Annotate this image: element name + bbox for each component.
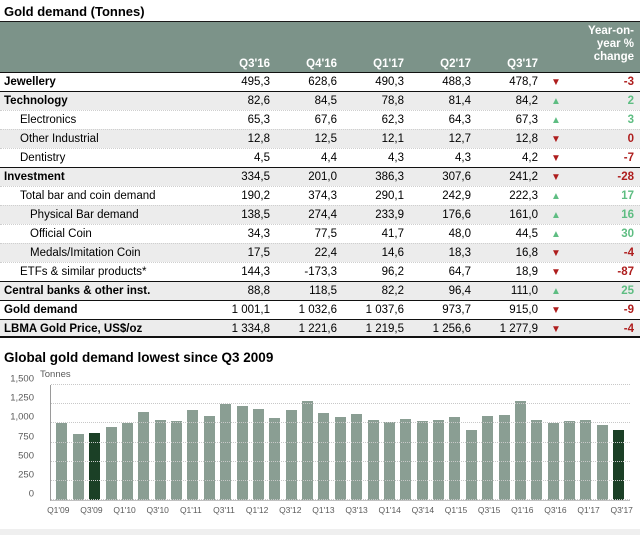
chart-bar [335,417,346,500]
cell-value: 4,3 [455,152,471,164]
chart-bar [515,401,526,500]
cell-value: 1 037,6 [365,304,404,316]
y-axis-unit-label: Tonnes [40,369,71,380]
trend-cell [538,282,568,300]
chart-bar [204,416,215,500]
table-row [0,224,640,243]
chart-bar [286,410,297,500]
table-row [0,281,640,300]
cell-value: 16,8 [515,247,538,259]
gridline [51,442,630,443]
trend-down-icon: ▼ [551,77,561,88]
chart-bar [351,414,362,500]
trend-cell [538,320,568,336]
change-header-line: Year-on- [587,25,634,37]
cell-value: 12,7 [448,133,471,145]
cell-value: 4,5 [254,152,270,164]
x-axis-tick-label: Q3'11 [213,505,235,515]
cell-value: 488,3 [442,76,471,88]
x-axis-tick-label: Q1'11 [179,505,202,515]
trend-cell [538,73,568,91]
trend-up-icon: ▲ [551,96,561,107]
cell-value: 41,7 [381,228,404,240]
x-axis-tick-label: Q3'16 [544,505,567,515]
cell-value: 495,3 [241,76,270,88]
gridline [51,480,630,481]
table-row [0,205,640,224]
row-label: Dentistry [20,152,66,164]
cell-value: 386,3 [375,171,404,183]
trend-up-icon: ▲ [551,115,561,126]
cell-value: 64,7 [448,266,471,278]
bottom-band [0,529,640,535]
label-column-header [0,58,203,70]
cell-value: 241,2 [509,171,538,183]
chart-bar [449,417,460,500]
gridline [51,422,630,423]
gridline [51,384,630,385]
chart-bar [269,418,280,500]
cell-value: 34,3 [247,228,270,240]
trend-cell [538,187,568,205]
gold-demand-table [0,72,640,338]
table-row [0,129,640,148]
column-header-q217: Q2'17 [440,58,471,70]
cell-value: 138,5 [241,209,270,221]
trend-column-header [538,58,568,70]
table-row [0,319,640,338]
trend-cell [538,244,568,262]
cell-value: 1 256,6 [432,323,471,335]
y-axis-tick-label: 1,000 [10,411,34,423]
row-label: LBMA Gold Price, US$/oz [4,323,143,335]
page-title: Gold demand (Tonnes) [0,0,640,22]
cell-value: 84,5 [314,95,337,107]
x-axis-tick-label: Q1'10 [113,505,136,515]
cell-value: 4,2 [522,152,538,164]
cell-value: 88,8 [247,285,270,297]
chart-bar [220,404,231,500]
change-value: 25 [621,285,634,297]
cell-value: 44,5 [515,228,538,240]
cell-value: 67,6 [314,114,337,126]
chart-bar [597,425,608,500]
cell-value: 222,3 [509,190,538,202]
trend-cell [538,130,568,148]
cell-value: 18,3 [448,247,471,259]
y-axis-tick-label: 250 [18,469,34,481]
row-label: Gold demand [4,304,78,316]
change-value: 3 [627,114,634,126]
trend-cell [538,301,568,319]
chart-bar [482,416,493,500]
x-axis-tick-label: Q3'13 [345,505,368,515]
chart-bar [613,430,624,500]
x-axis-tick-label: Q3'10 [146,505,169,515]
x-axis-tick-label: Q3'14 [411,505,435,515]
column-header-q416: Q4'16 [306,58,337,70]
cell-value: 12,5 [314,133,337,145]
cell-value: 14,6 [381,247,404,259]
table-row [0,300,640,319]
x-axis-tick-label: Q1'17 [577,505,600,515]
row-label: Electronics [20,114,77,126]
cell-value: 62,3 [381,114,404,126]
cell-value: 1 334,8 [231,323,270,335]
trend-down-icon: ▼ [551,324,561,335]
cell-value: 84,2 [515,95,538,107]
table-row [0,262,640,281]
trend-cell [538,111,568,129]
trend-down-icon: ▼ [551,305,561,316]
chart-bar [122,423,133,500]
quarter-column-headers [0,58,640,70]
cell-value: 1 219,5 [365,323,404,335]
cell-value: 96,4 [448,285,471,297]
cell-value: 67,3 [515,114,538,126]
change-value: 17 [621,190,634,202]
change-column-header-spacer [568,58,640,70]
chart-bar [400,419,411,500]
y-axis-tick-label: 750 [18,431,34,442]
x-axis-tick-label: Q3'12 [279,505,302,515]
column-header-q316: Q3'16 [239,58,270,70]
x-axis-tick-label: Q1'13 [312,505,335,515]
y-axis-tick-label: 500 [18,450,34,462]
row-label: Other Industrial [20,133,99,145]
row-label: Central banks & other inst. [4,285,151,297]
cell-value: 274,4 [308,209,337,221]
cell-value: 82,6 [247,95,270,107]
trend-cell [538,92,568,110]
chart-bar [89,433,100,500]
row-label: Official Coin [30,228,92,240]
cell-value: 144,3 [241,266,270,278]
row-label: Investment [4,171,65,183]
chart-bar [187,410,198,500]
gridline [51,403,630,404]
cell-value: 111,0 [510,285,538,297]
row-label: Technology [4,95,68,107]
chart-bar [302,401,313,500]
change-value: -87 [617,266,634,278]
chart-bar [237,406,248,500]
change-value: 0 [627,133,634,145]
chart-title: Global gold demand lowest since Q3 2009 [4,350,274,365]
trend-up-icon: ▲ [551,229,561,240]
trend-up-icon: ▲ [551,210,561,221]
change-value: 30 [621,228,634,240]
x-axis-tick-label: Q1'09 [47,505,70,515]
cell-value: 81,4 [448,95,471,107]
x-axis-tick-label: Q3'15 [477,505,501,515]
cell-value: 1 277,9 [499,323,538,335]
trend-down-icon: ▼ [551,267,561,278]
table-row [0,167,640,186]
cell-value: 1 221,6 [298,323,337,335]
cell-value: 628,6 [308,76,337,88]
cell-value: 4,4 [321,152,337,164]
chart-bar [106,427,117,500]
table-row [0,110,640,129]
gridline [51,461,630,462]
x-axis-tick-label: Q3'17 [610,505,633,515]
table-row [0,243,640,262]
trend-down-icon: ▼ [551,153,561,164]
table-header [0,22,640,72]
chart-bar [318,413,329,500]
cell-value: 64,3 [448,114,471,126]
change-value: -4 [623,323,634,335]
row-label: Total bar and coin demand [20,190,156,202]
column-header-q117: Q1'17 [373,58,404,70]
cell-value: 17,5 [247,247,270,259]
trend-down-icon: ▼ [551,172,561,183]
trend-down-icon: ▼ [551,248,561,259]
cell-value: 12,8 [247,133,270,145]
cell-value: 118,5 [309,285,337,297]
change-value: -3 [623,76,634,88]
cell-value: -173,3 [304,266,337,278]
gridline [51,499,630,500]
gold-demand-chart [0,369,640,531]
cell-value: 176,6 [442,209,471,221]
table-row [0,72,640,91]
cell-value: 233,9 [375,209,404,221]
cell-value: 190,2 [241,190,270,202]
cell-value: 82,2 [381,285,404,297]
trend-cell [538,263,568,281]
cell-value: 334,5 [241,171,270,183]
y-axis-tick-label: 0 [28,488,34,500]
trend-cell [538,149,568,167]
x-axis-tick-label: Q1'16 [511,505,534,515]
trend-up-icon: ▲ [551,286,561,297]
table-row [0,91,640,110]
trend-down-icon: ▼ [551,134,561,145]
row-label: Physical Bar demand [30,209,139,221]
trend-up-icon: ▲ [551,191,561,202]
cell-value: 77,5 [314,228,337,240]
y-axis-tick-label: 1,500 [10,373,34,385]
chart-bar [499,415,510,500]
x-axis-tick-label: Q1'14 [378,505,401,515]
change-header-line: year % [596,38,634,50]
cell-value: 18,9 [515,266,538,278]
cell-value: 96,2 [381,266,404,278]
cell-value: 1 032,6 [298,304,337,316]
change-value: -4 [623,247,634,259]
cell-value: 478,7 [509,76,538,88]
cell-value: 973,7 [442,304,471,316]
cell-value: 915,0 [509,304,538,316]
change-header-line: change [593,51,634,63]
cell-value: 48,0 [448,228,471,240]
cell-value: 307,6 [442,171,471,183]
x-axis-tick-label: Q1'15 [444,505,468,515]
cell-value: 374,3 [308,190,337,202]
cell-value: 22,4 [314,247,337,259]
chart-bar [73,434,84,500]
cell-value: 1 001,1 [231,304,270,316]
change-value: 2 [627,95,634,107]
cell-value: 201,0 [308,171,337,183]
row-label: ETFs & similar products* [20,266,147,278]
cell-value: 161,0 [509,209,538,221]
change-value: -28 [617,171,634,183]
table-row [0,148,640,167]
column-header-q317: Q3'17 [507,58,538,70]
trend-cell [538,168,568,186]
row-label: Medals/Imitation Coin [30,247,141,259]
change-value: 16 [621,209,634,221]
change-value: -7 [623,152,634,164]
cell-value: 78,8 [381,95,404,107]
cell-value: 490,3 [375,76,404,88]
chart-bar [138,412,149,500]
y-axis-tick-label: 1,250 [10,392,34,404]
x-axis-tick-label: Q1'12 [245,505,269,515]
cell-value: 65,3 [247,114,270,126]
table-row [0,186,640,205]
cell-value: 4,3 [388,152,404,164]
x-axis-tick-label: Q3'09 [80,505,103,515]
change-value: -9 [623,304,634,316]
cell-value: 242,9 [442,190,471,202]
cell-value: 12,1 [381,133,404,145]
cell-value: 12,8 [515,133,538,145]
trend-cell [538,206,568,224]
cell-value: 290,1 [375,190,404,202]
x-axis-labels [47,505,633,519]
row-label: Jewellery [4,76,56,88]
trend-cell [538,225,568,243]
